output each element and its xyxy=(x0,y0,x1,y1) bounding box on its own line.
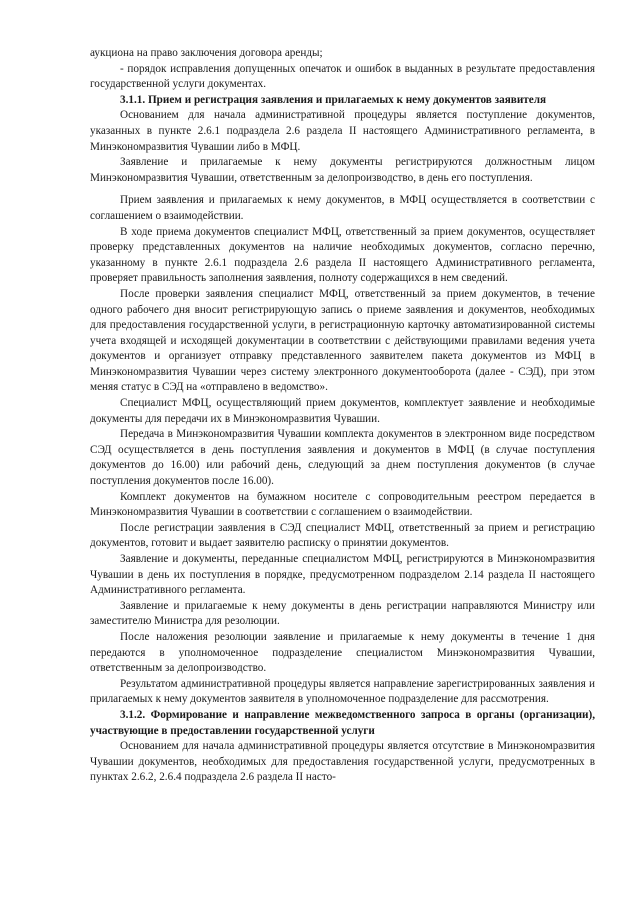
paragraph-13: Заявление и документы, переданные специалистом МФЦ, регистрируются в Минэкономразвития Чувашии в день их поступления в порядке, предусмотренном подразделом 2.14 раздела II настоящего Административного регламента. xyxy=(90,553,595,597)
paragraph-12: После регистрации заявления в СЭД специалист МФЦ, ответственный за прием и регистрацию документов, готовит и выдает заявителю расписку о принятии документов. xyxy=(90,521,595,550)
paragraph-9: Специалист МФЦ, осуществляющий прием документов, комплектует заявление и необходимые документы для передачи их в Минэкономразвития Чувашии. xyxy=(90,397,595,425)
paragraph-10: Передача в Минэкономразвития Чувашии комплекта документов в электронном виде посредством СЭД осуществляется в день поступления заявления и документов в МФЦ (в случае поступления документов до 16.00) или рабочий день, следующий за днем поступления документов (в случае поступления документов после 16.00). xyxy=(90,428,595,488)
paragraph-15: После наложения резолюции заявление и прилагаемые к нему документы в течение 1 дня передаются в уполномоченное подразделение специалистом Минэкономразвития Чувашии, ответственным за делопроизводство. xyxy=(90,630,595,675)
document-page xyxy=(90,46,595,786)
paragraph-8: После проверки заявления специалист МФЦ, ответственный за прием документов, в течение одного рабочего дня вносит регистрирующую запись о приеме заявления и документов, необходимых для предоставления государственной услуги, в регистрационную карточку автоматизированной системы учета входящей и исходящей документации в соответствии с действующими правилами ведения учета документов и организует отправку представленного заявителем пакета документов из МФЦ в Минэкономразвития Чувашии через систему электронного документооборота (далее - СЭД), при этом меняя статус в СЭД на «отправлено в ведомство». xyxy=(90,287,595,394)
section-heading-3-1-2: 3.1.2. Формирование и направление межведомственного запроса в органы (организации), участвующие в предоставлении государственной услуги xyxy=(90,708,595,737)
paragraph-14: Заявление и прилагаемые к нему документы в день регистрации направляются Министру или заместителю Министра для резолюции. xyxy=(90,599,595,628)
paragraph-5: Заявление и прилагаемые к нему документы регистрируются должностным лицом Минэкономразвития Чувашии, ответственным за делопроизводство, в день его поступления. xyxy=(90,156,595,184)
paragraph-2: - порядок исправления допущенных опечаток и ошибок в выданных в результате предоставления государственной услуги документах. xyxy=(90,62,595,91)
paragraph-16: Результатом административной процедуры является направление зарегистрированных заявления и прилагаемых к нему документов заявителя в уполномоченное подразделение для рассмотрения. xyxy=(90,677,595,706)
paragraph-11: Комплект документов на бумажном носителе с сопроводительным реестром передается в Минэкономразвития Чувашии в соответствии с соглашением о взаимодействии. xyxy=(90,490,595,519)
section-heading-3-1-1: 3.1.1. Прием и регистрация заявления и прилагаемых к нему документов заявителя xyxy=(120,93,547,106)
paragraph-18: Основанием для начала административной процедуры является отсутствие в Минэкономразвития Чувашии документов, необходимых для предоставления государственной услуги, предусмотренных в пунктах 2.6.2, 2.6.4 подраздела 2.6 раздела II насто- xyxy=(90,740,595,784)
paragraph-1: аукциона на право заключения договора аренды; xyxy=(90,47,323,59)
paragraph-4: Основанием для начала административной процедуры является поступление документов, указанных в пункте 2.6.1 подраздела 2.6 раздела II настоящего Административного регламента, в Минэкономразвития Чувашии либо в МФЦ. xyxy=(90,109,595,153)
paragraph-7: В ходе приема документов специалист МФЦ, ответственный за прием документов, осуществляет проверку представленных документов на наличие необходимых документов, согласно перечню, указанному в пункте 2.6.1 подраздела 2.6 раздела II настоящего Административного регламента, проверяет правильность заполнения заявления, полноту содержащихся в нем сведений. xyxy=(90,225,595,285)
paragraph-6: Прием заявления и прилагаемых к нему документов, в МФЦ осуществляется в соответствии с соглашением о взаимодействии. xyxy=(90,194,595,222)
